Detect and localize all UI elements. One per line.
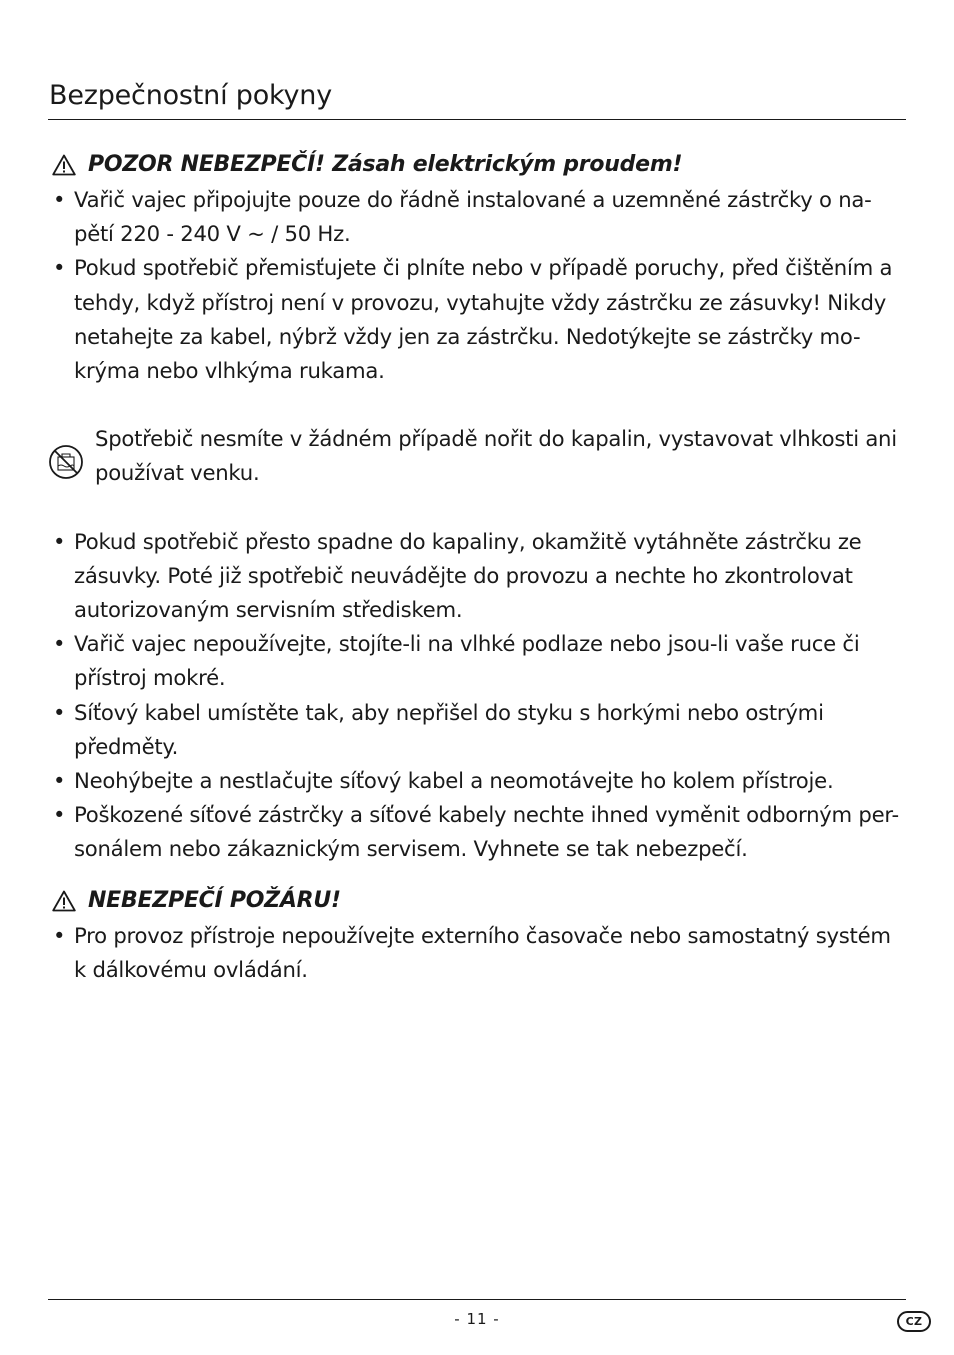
list-item: • Pokud spotřebič přesto spadne do kapaliny, okamžitě vytáhněte zástrčku ze zásuvky. Poté již spotřebič neuvádějte do provozu a nechte ho zkontrolovat autorizovaným servisním střediskem. (48, 525, 906, 628)
bullet-list (48, 525, 906, 867)
section-heading-text: POZOR NEBEZPEČÍ! Zásah elektrickým proudem! (88, 151, 683, 177)
list-item: • Poškozené síťové zástrčky a síťové kabely nechte ihned vyměnit odborným per-sonálem nebo zákaznickým servisem. Vyhnete se tak nebezpečí. (48, 798, 906, 866)
list-item: • Vařič vajec nepoužívejte, stojíte-li na vlhké podlaze nebo jsou-li vaše ruce či přístroj mokré. (48, 627, 906, 695)
list-item: • Vařič vajec připojujte pouze do řádně instalované a uzemněné zástrčky o na-pětí 220 - 240 V ~ / 50 Hz. (48, 183, 906, 251)
language-badge: CZ (897, 1311, 931, 1332)
warning-triangle-icon (52, 154, 76, 176)
no-immersion-notice (48, 422, 906, 490)
title-divider (48, 119, 906, 120)
section-heading-fire-hazard (48, 883, 906, 919)
bullet-list (48, 919, 906, 987)
list-item: • Pokud spotřebič přemisťujete či plníte nebo v případě poruchy, před čištěním a tehdy, když přístroj není v provozu, vytahujte vždy zástrčku ze zásuvky! Nikdy netahejte za kabel, nýbrž vždy jen za zástrčku. Nedotýkejte se zástrčky mo-krýma nebo vlhkýma rukama. (48, 251, 906, 388)
page-number: - 11 - (454, 1310, 500, 1328)
section-heading-text: NEBEZPEČÍ POŽÁRU! (88, 887, 341, 913)
bullet-list (48, 183, 906, 388)
safety-content (48, 147, 906, 987)
footer-divider (48, 1299, 906, 1300)
no-immersion-icon (48, 444, 84, 480)
warning-triangle-icon (52, 890, 76, 912)
section-heading-electric-shock (48, 147, 906, 183)
list-item: • Síťový kabel umístěte tak, aby nepřišel do styku s horkými nebo ostrými předměty. (48, 696, 906, 764)
page-title: Bezpečnostní pokyny (49, 80, 332, 111)
list-item: • Pro provoz přístroje nepoužívejte externího časovače nebo samostatný systém k dálkovému ovládání. (48, 919, 906, 987)
notice-text: Spotřebič nesmíte v žádném případě nořit do kapalin, vystavovat vlhkosti ani používat venku. (95, 426, 897, 486)
list-item: • Neohýbejte a nestlačujte síťový kabel a neomotávejte ho kolem přístroje. (48, 764, 906, 798)
